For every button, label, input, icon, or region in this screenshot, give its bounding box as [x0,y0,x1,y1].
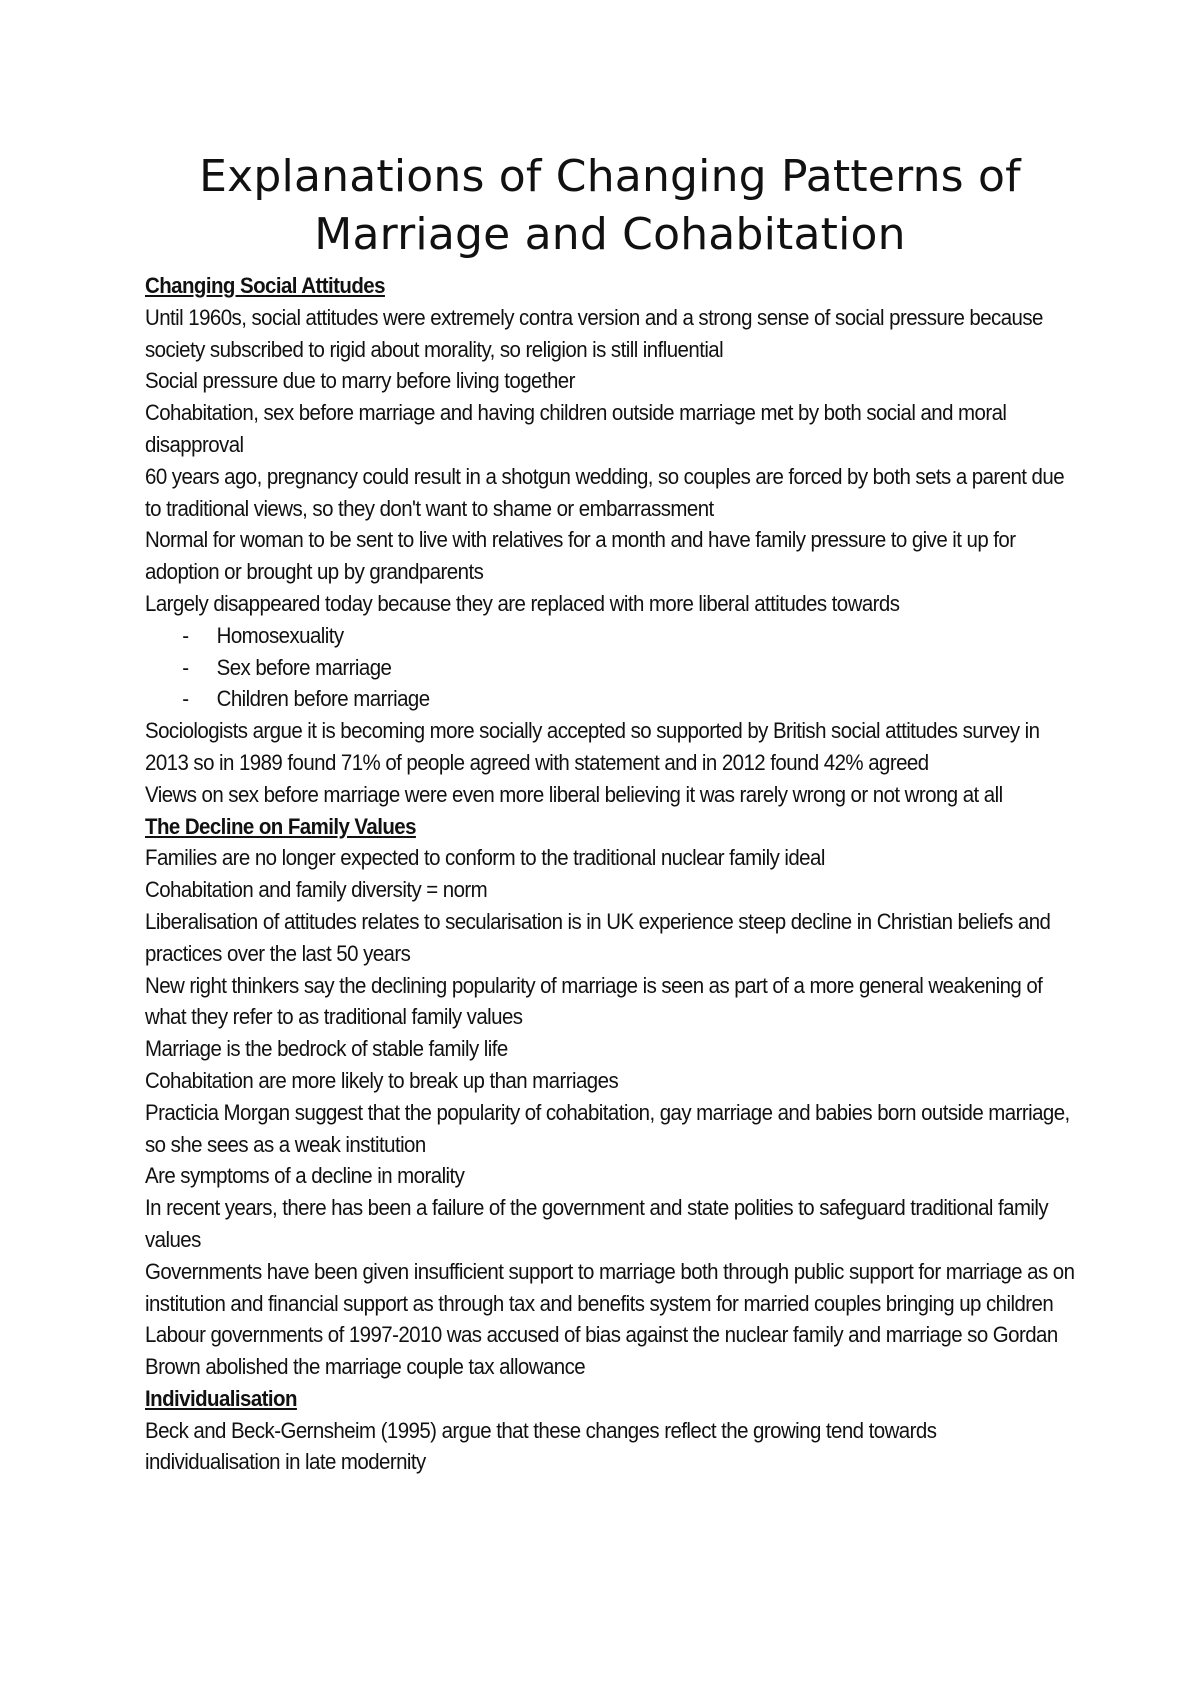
list-item: - Children before marriage [145,683,1075,715]
paragraph: Sociologists argue it is becoming more socially accepted so supported by British social attitudes survey in 2013 so in 1989 found 71% of people agreed with statement and in 2012 found 42% agreed [145,718,1040,775]
list-item: - Sex before marriage [145,652,1075,684]
paragraph: Largely disappeared today because they are replaced with more liberal attitudes towards [145,590,900,616]
paragraph: Views on sex before marriage were even more liberal believing it was rarely wrong or not wrong at all [145,781,1003,807]
paragraph: Cohabitation and family diversity = norm [145,877,488,903]
paragraph: Beck and Beck-Gernsheim (1995) argue that these changes reflect the growing tend towards individualisation in late modernity [145,1417,937,1475]
paragraph: 60 years ago, pregnancy could result in a shotgun wedding, so couples are forced by both sets a parent due to traditional views, so they don't want to shame or embarrassment [145,463,1065,521]
document-page [145,148,1075,1478]
paragraph: Until 1960s, social attitudes were extremely contra version and a strong sense of social pressure because society subscribed to rigid about morality, so religion is still influential [145,304,1043,362]
paragraph: Governments have been given insufficient support to marriage both through public support for marriage as on institution and financial support as through tax and benefits system for married couples bringing up children [145,1258,1075,1316]
paragraph: Are symptoms of a decline in morality [145,1163,465,1189]
list-item: - Homosexuality [145,620,1075,652]
section-changing-social-attitudes [145,270,1075,811]
section-heading: Changing Social Attitudes [145,273,385,298]
document-title [145,148,1075,264]
paragraph: Liberalisation of attitudes relates to secularisation is in UK experience steep decline in Christian beliefs and practices over the last 50 years [145,908,1051,966]
paragraph: Practicia Morgan suggest that the popularity of cohabitation, gay marriage and babies born outside marriage, so she sees as a weak institution [145,1099,1070,1157]
paragraph: Social pressure due to marry before living together [145,368,575,394]
document-body [145,270,1075,1478]
paragraph: Families are no longer expected to conform to the traditional nuclear family ideal [145,845,825,871]
paragraph: Cohabitation are more likely to break up than marriages [145,1067,619,1093]
paragraph: In recent years, there has been a failure of the government and state polities to safeguard traditional family values [145,1195,1049,1252]
document-title-line-1: Explanations of Changing Patterns of [199,151,1021,202]
section-individualisation [145,1383,1075,1478]
document-title-line-2: Marriage and Cohabitation [314,209,906,260]
paragraph: Cohabitation, sex before marriage and having children outside marriage met by both social and moral disapproval [145,400,1007,457]
section-heading: Individualisation [145,1385,297,1411]
section-decline-on-family-values [145,811,1075,1383]
dash-list [145,620,1075,715]
paragraph: Normal for woman to be sent to live with relatives for a month and have family pressure to give it up for adoption or brought up by grandparents [145,527,1016,585]
paragraph: New right thinkers say the declining popularity of marriage is seen as part of a more general weakening of what they refer to as traditional family values [145,972,1043,1030]
paragraph: Marriage is the bedrock of stable family life [145,1036,508,1062]
paragraph: Labour governments of 1997-2010 was accused of bias against the nuclear family and marriage so Gordan Brown abolished the marriage couple tax allowance [145,1322,1058,1380]
section-heading: The Decline on Family Values [145,813,416,839]
